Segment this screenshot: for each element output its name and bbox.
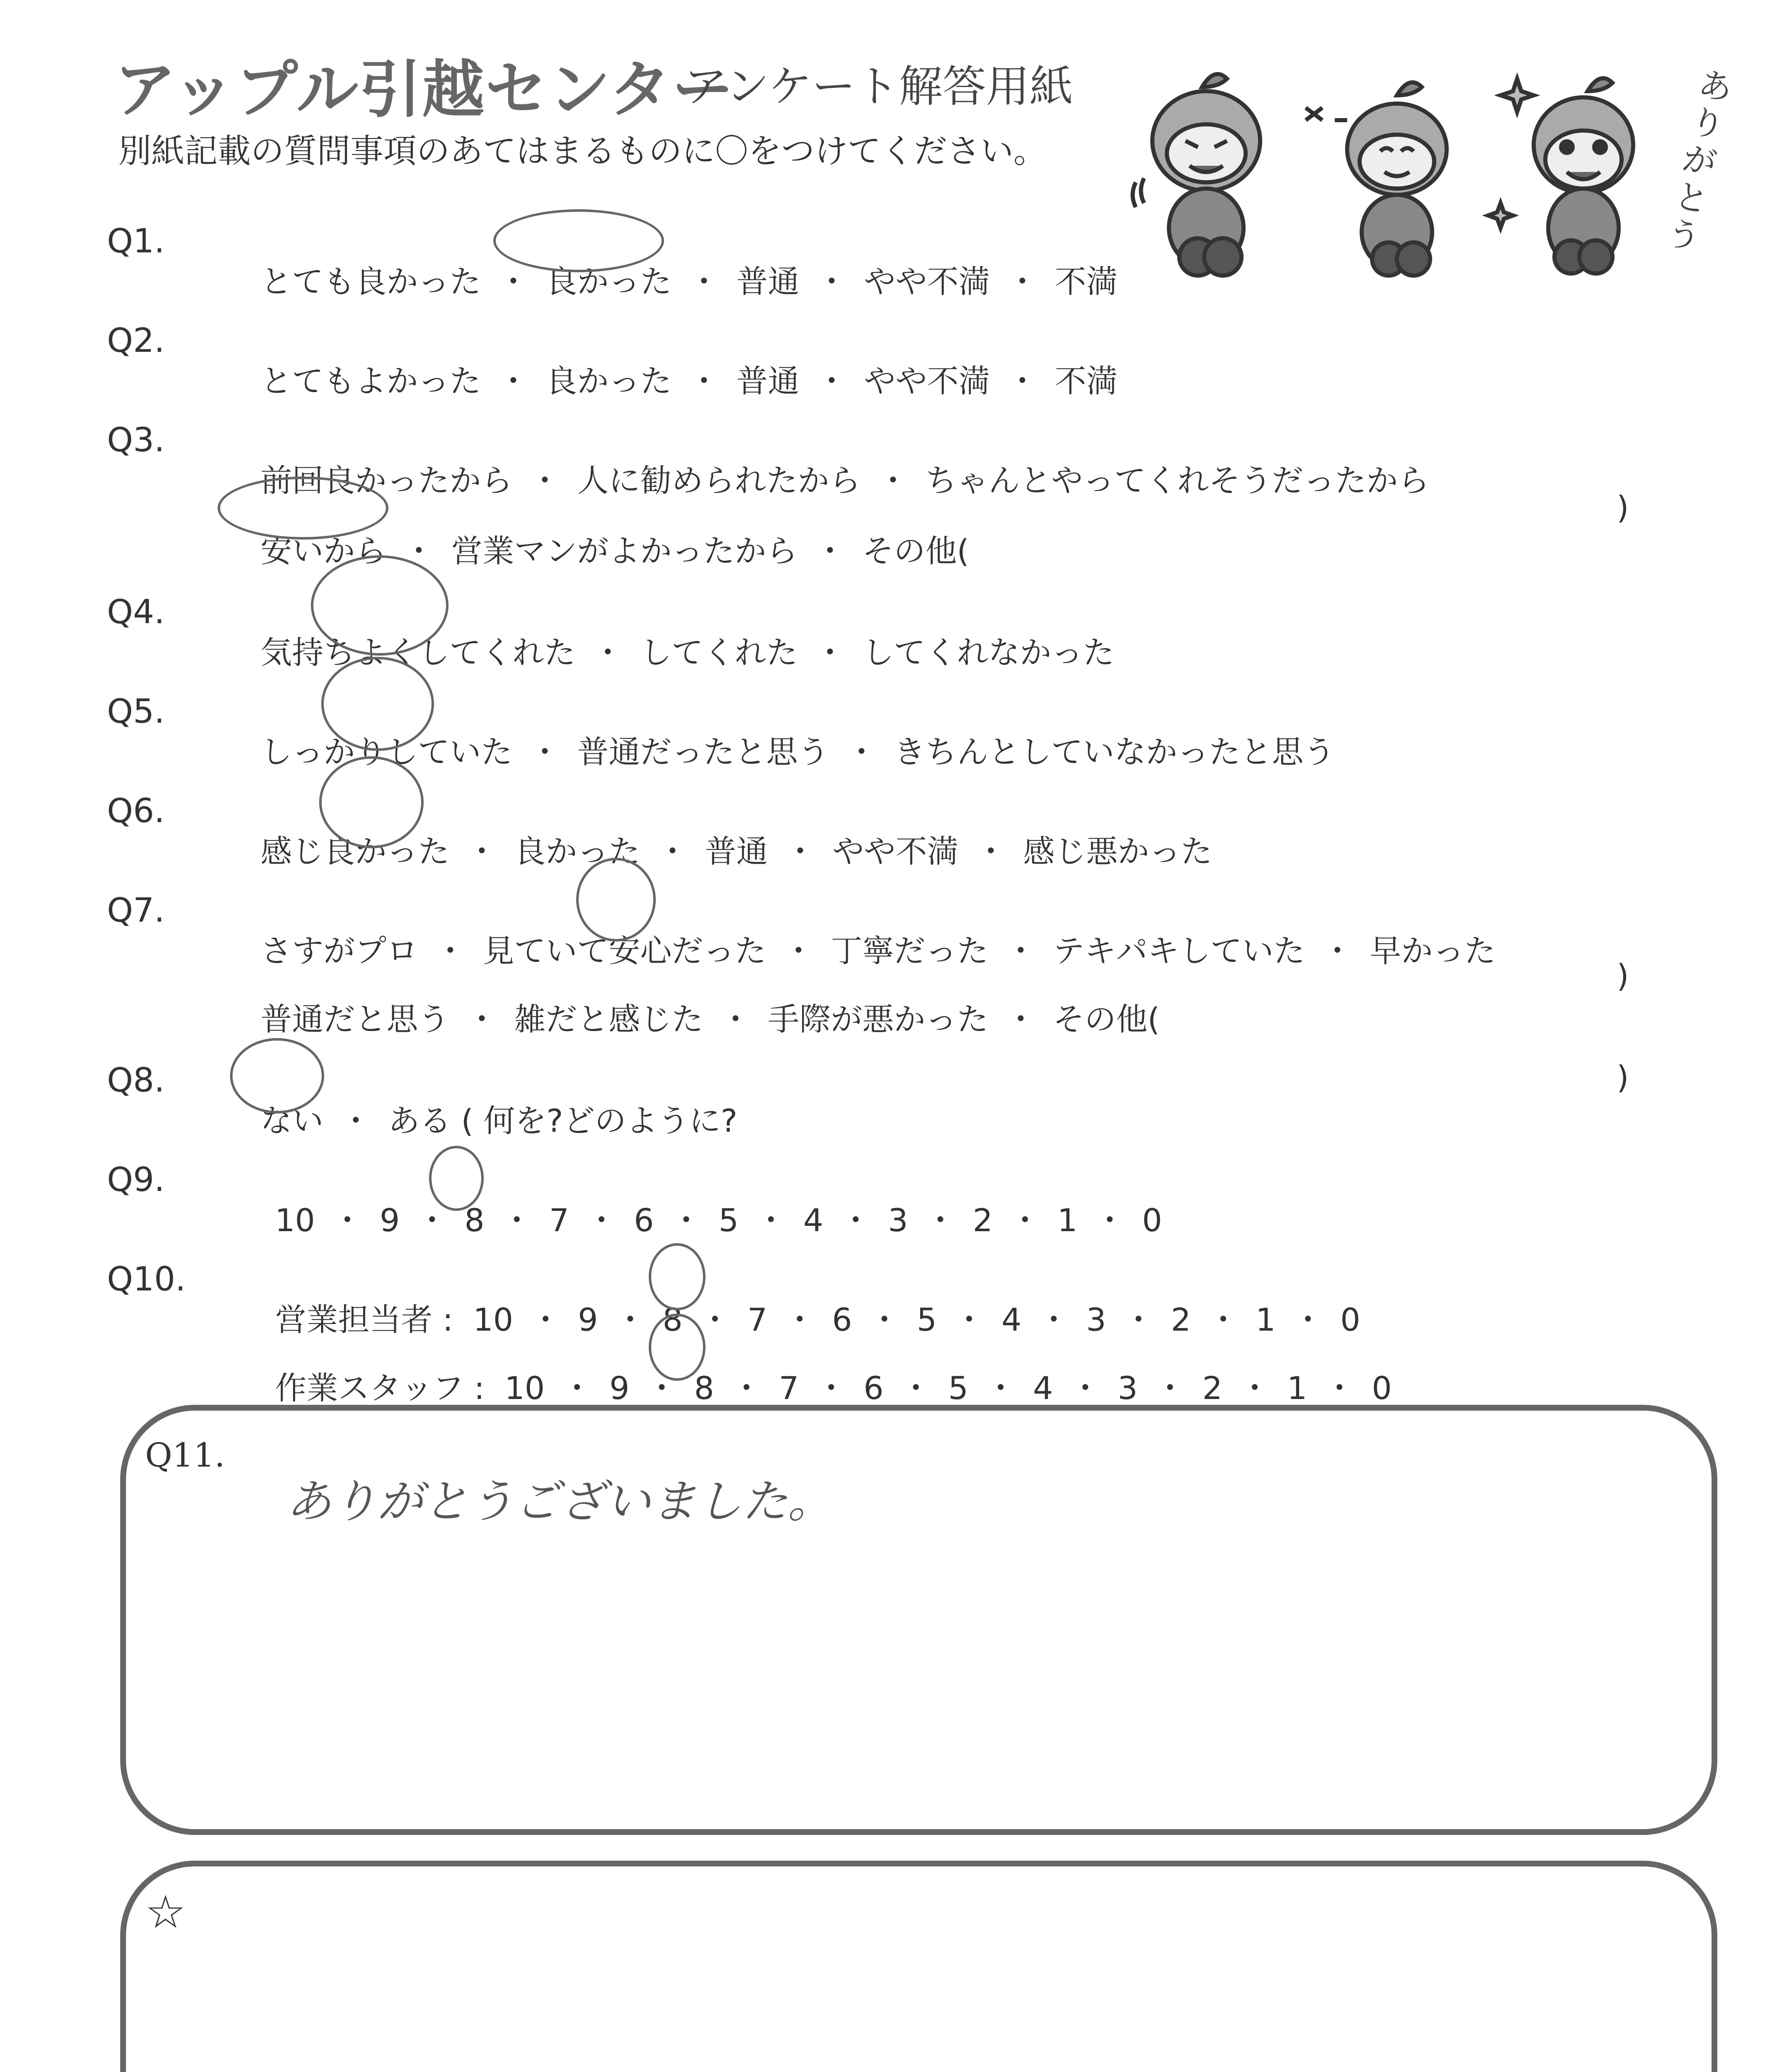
q4-option[interactable]: してくれなかった (862, 634, 1115, 671)
q10-sales-score[interactable]: 5 (916, 1301, 937, 1338)
mascot-illustration (1127, 62, 1691, 278)
q3-label: Q3. (107, 421, 165, 459)
q10-staff-score[interactable]: 10 (504, 1370, 545, 1406)
q7-option[interactable]: さすがプロ (260, 932, 418, 969)
mascot-arigatou-text: ありがとう (1663, 64, 1736, 258)
q4-option-selected[interactable]: 気持ちよくしてくれた (260, 634, 576, 671)
q2-option[interactable]: とてもよかった (260, 363, 481, 399)
q1-option[interactable]: やや不満 (864, 263, 990, 300)
q7-option[interactable]: 丁寧だった (831, 932, 989, 969)
q1-label: Q1. (107, 222, 165, 260)
q1-option[interactable]: とても良かった (260, 263, 481, 300)
q7-label: Q7. (107, 891, 165, 929)
q7-option[interactable]: 早かった (1370, 932, 1496, 969)
q9-score[interactable]: 4 (803, 1202, 824, 1239)
q9-score[interactable]: 3 (888, 1202, 908, 1239)
q11-label: Q11. (145, 1436, 225, 1474)
q2-label: Q2. (107, 321, 165, 360)
q6-label: Q6. (107, 792, 165, 830)
q10-sales-score[interactable]: 2 (1171, 1301, 1191, 1338)
q3-options-line1: 前回良かったから ・ 人に勧められたから ・ ちゃんとやってくれそうだったから (260, 462, 1430, 499)
q6-options: 感じ良かった ・ 良かった ・ 普通 ・ やや不満 ・ 感じ悪かった (260, 833, 1212, 870)
q7-option-other[interactable]: その他( (1053, 1001, 1160, 1038)
q3-option[interactable]: 営業マンがよかったから (451, 533, 798, 569)
q10-staff-score[interactable]: 3 (1118, 1370, 1138, 1406)
q8-close-paren: ) (1617, 1059, 1629, 1096)
q5-option-selected[interactable]: しっかりしていた (260, 733, 513, 770)
q5-option[interactable]: 普通だったと思う (577, 733, 829, 770)
q2-option[interactable]: 良かった (546, 363, 672, 399)
q8-options: ない ・ ある ( 何を?どのように? (260, 1102, 737, 1139)
q1-option[interactable]: 普通 (736, 263, 800, 300)
star-notes-box[interactable] (120, 1861, 1717, 2072)
q6-option[interactable]: やや不満 (832, 833, 959, 870)
mascot-monkey-2 (1306, 82, 1447, 276)
q9-score[interactable]: 6 (634, 1202, 654, 1239)
q10-sales-score[interactable]: 4 (1001, 1301, 1022, 1338)
mascot-monkey-3 (1488, 78, 1633, 274)
q10-sales-score[interactable]: 1 (1256, 1301, 1276, 1338)
q8-option-selected[interactable]: ない (260, 1102, 324, 1139)
q2-option[interactable]: やや不満 (864, 363, 990, 399)
instruction-text: 別紙記載の質問事項のあてはまるものに〇をつけてください。 (118, 132, 1047, 170)
q9-score[interactable]: 9 (380, 1202, 400, 1239)
q6-option[interactable]: 良かった (514, 833, 640, 870)
q4-label: Q4. (107, 593, 165, 631)
q7-options-line2: 普通だと思う ・ 雑だと感じた ・ 手際が悪かった ・ その他( (260, 1001, 1160, 1038)
q10-staff-label: 作業スタッフ : (275, 1370, 485, 1406)
q9-score-selected[interactable]: 8 (464, 1202, 485, 1239)
q10-staff-score[interactable]: 2 (1202, 1370, 1223, 1406)
q3-options-line2: 安いから ・ 営業マンがよかったから ・ その他( (260, 533, 969, 569)
q6-option[interactable]: 普通 (705, 833, 768, 870)
q2-options: とてもよかった ・ 良かった ・ 普通 ・ やや不満 ・ 不満 (260, 363, 1118, 399)
q10-sales-score-selected[interactable]: 8 (662, 1301, 683, 1338)
q3-option[interactable]: 人に勧められたから (577, 462, 861, 499)
q4-options: 気持ちよくしてくれた ・ してくれた ・ してくれなかった (260, 634, 1115, 671)
mascot-monkey-1 (1133, 74, 1261, 276)
q9-score[interactable]: 7 (549, 1202, 570, 1239)
q3-option[interactable]: 前回良かったから (260, 462, 513, 499)
q9-score[interactable]: 0 (1142, 1202, 1162, 1239)
q10-staff-score[interactable]: 1 (1287, 1370, 1307, 1406)
q9-label: Q9. (107, 1160, 165, 1199)
form-title: アップル引越センター (114, 54, 735, 126)
q1-options: とても良かった ・ 良かった ・ 普通 ・ やや不満 ・ 不満 (260, 263, 1118, 300)
q7-option-selected[interactable]: 見ていて安心だった (482, 932, 766, 969)
q10-sales-score[interactable]: 7 (747, 1301, 768, 1338)
q5-options: しっかりしていた ・ 普通だったと思う ・ きちんとしていなかったと思う (260, 733, 1335, 770)
q1-option-selected[interactable]: 良かった (546, 263, 672, 300)
q3-close-paren: ) (1617, 489, 1629, 526)
q10-staff-score[interactable]: 6 (863, 1370, 884, 1406)
q4-option[interactable]: してくれた (640, 634, 798, 671)
q10-sales-label: 営業担当者 : (275, 1301, 453, 1338)
q8-label: Q8. (107, 1061, 165, 1099)
q7-option[interactable]: 雑だと感じた (514, 1001, 703, 1038)
q10-sales-score[interactable]: 10 (473, 1301, 514, 1338)
q10-label: Q10. (107, 1260, 186, 1298)
form-subtitle: アンケート解答用紙 (684, 61, 1073, 112)
q6-option-selected[interactable]: 感じ良かった (260, 833, 450, 870)
q7-options-line1: さすがプロ ・ 見ていて安心だった ・ 丁寧だった ・ テキパキしていた ・ 早かった (260, 932, 1496, 969)
q2-option[interactable]: 普通 (736, 363, 800, 399)
q10-staff-score-selected[interactable]: 8 (694, 1370, 714, 1406)
q10-staff-score[interactable]: 0 (1372, 1370, 1392, 1406)
q5-option[interactable]: きちんとしていなかったと思う (894, 733, 1335, 770)
q3-option[interactable]: ちゃんとやってくれそうだったから (925, 462, 1430, 499)
q10-sales-score[interactable]: 3 (1086, 1301, 1106, 1338)
q6-option[interactable]: 感じ悪かった (1023, 833, 1212, 870)
q2-option[interactable]: 不満 (1055, 363, 1118, 399)
q3-option-other[interactable]: その他( (862, 533, 969, 569)
q1-option[interactable]: 不満 (1055, 263, 1118, 300)
q9-score[interactable]: 2 (972, 1202, 993, 1239)
q9-scale: 10 ・ 9 ・ 8 ・ 7 ・ 6 ・ 5 ・ 4 ・ 3 ・ 2 ・ 1 ・ 0 (275, 1202, 1162, 1239)
q8-option[interactable]: ある ( 何を?どのように? (388, 1102, 737, 1139)
q11-handwritten-comment: ありがとうございました。 (286, 1475, 833, 1528)
q10-staff-row: 作業スタッフ : 10 ・ 9 ・ 8 ・ 7 ・ 6 ・ 5 ・ 4 ・ 3 ・ 2 ・ 1 ・ 0 (275, 1370, 1392, 1406)
q9-score[interactable]: 10 (275, 1202, 315, 1239)
q10-sales-row: 営業担当者 : 10 ・ 9 ・ 8 ・ 7 ・ 6 ・ 5 ・ 4 ・ 3 ・ 2 ・ 1 ・ 0 (275, 1301, 1360, 1338)
q9-score[interactable]: 1 (1057, 1202, 1078, 1239)
q7-option[interactable]: 普通だと思う (260, 1001, 450, 1038)
q10-sales-score[interactable]: 0 (1340, 1301, 1360, 1338)
q10-staff-score[interactable]: 7 (778, 1370, 799, 1406)
q9-score[interactable]: 5 (718, 1202, 739, 1239)
q3-option-selected[interactable]: 安いから (260, 533, 387, 569)
star-label: ☆ (145, 1886, 186, 1939)
q10-staff-score[interactable]: 4 (1033, 1370, 1053, 1406)
q7-option[interactable]: テキパキしていた (1053, 932, 1305, 969)
q10-staff-score[interactable]: 5 (948, 1370, 968, 1406)
q10-sales-score[interactable]: 6 (832, 1301, 852, 1338)
q10-staff-score[interactable]: 9 (609, 1370, 630, 1406)
q10-sales-score[interactable]: 9 (578, 1301, 598, 1338)
q7-option[interactable]: 手際が悪かった (768, 1001, 989, 1038)
q7-close-paren: ) (1617, 957, 1629, 994)
q5-label: Q5. (107, 692, 165, 731)
